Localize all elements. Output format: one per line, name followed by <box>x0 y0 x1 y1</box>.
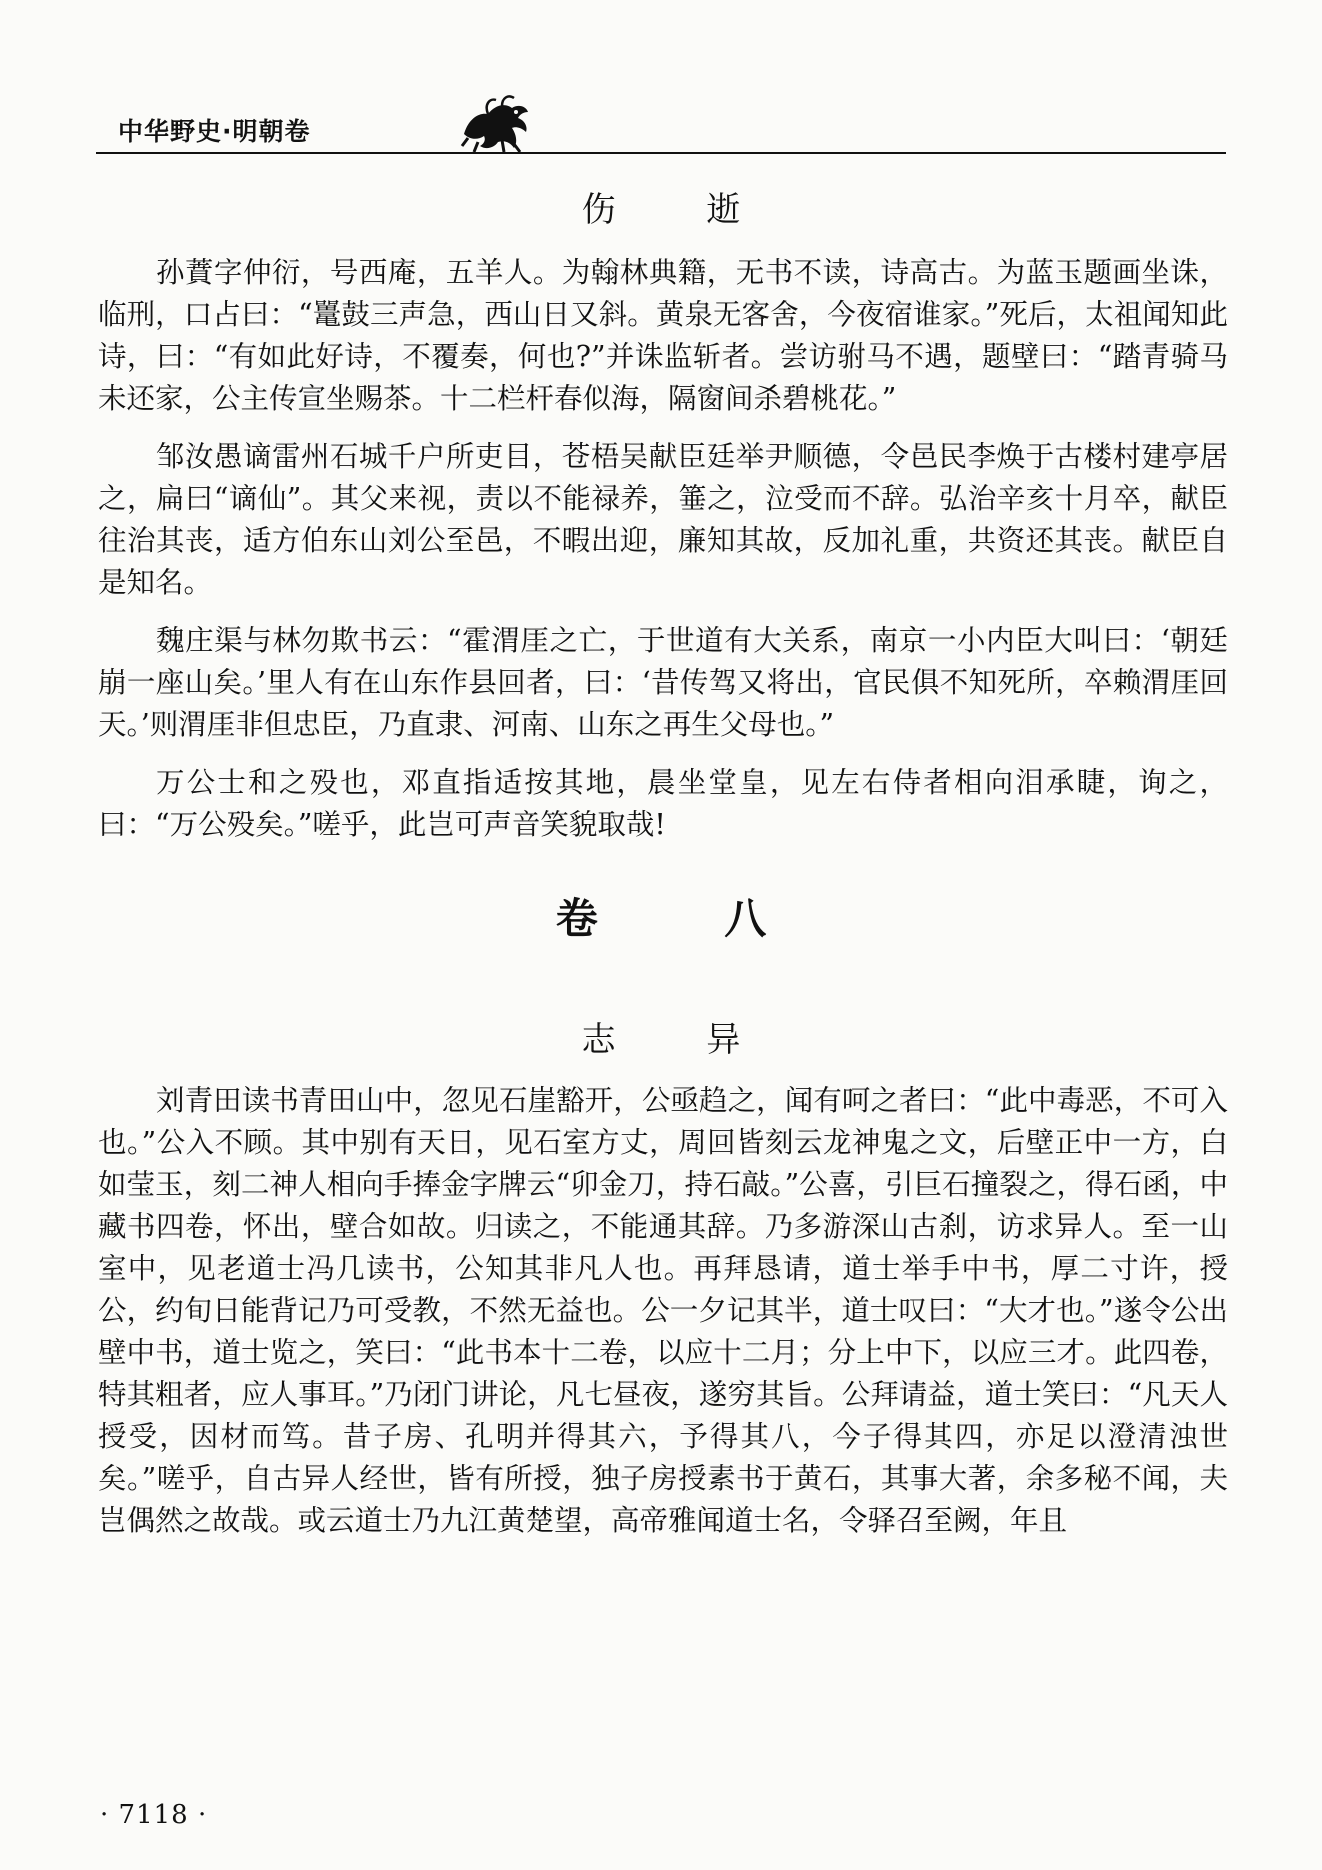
header-title: 中华野史·明朝卷 <box>118 117 311 146</box>
paragraph: 刘青田读书青田山中，忽见石崖豁开，公亟趋之，闻有呵之者曰：“此中毒恶，不可入也。”公入不顾。其中别有天日，见石室方丈，周回皆刻云龙神鬼之文，后壁正中一方，白如莹玉，刻二神人相向手捧金字牌云“卯金刀，持石敲。”公喜，引巨石撞裂之，得石函，中藏书四卷，怀出，壁合如故。归读之，不能通其辞。乃多游深山古刹，访求异人。至一山室中，见老道士冯几读书，公知其非凡人也。再拜恳请，道士举手中书，厚二寸许，授公，约旬日能背记乃可受教，不然无益也。公一夕记其半，道士叹曰：“大才也。”遂令公出壁中书，道士览之，笑曰：“此书本十二卷，以应十二月；分上中下，以应三才。此四卷，特其粗者，应人事耳。”乃闭门讲论，凡七昼夜，遂穷其旨。公拜请益，道士笑曰：“凡天人授受，因材而笃。昔子房、孔明并得其六，予得其八，今子得其四，亦足以澄清浊世矣。”嗟乎，自古异人经世，皆有所授，独子房授素书于黄石，其事大著，余多秘不闻，夫岂偶然之故哉。或云道士乃九江黄楚望，高帝雅闻道士名，令驿召至阙，年且 <box>98 1084 1228 1537</box>
section-title: 志 异 <box>581 1020 781 1060</box>
paragraph: 魏庄渠与林勿欺书云：“霍渭厓之亡，于世道有大关系，南京一小内臣大叫曰：‘朝廷崩一座山矣。’里人有在山东作县回者，曰：‘昔传驾又将出，官民俱不知死所，卒赖渭厓回天。’则渭厓非但忠臣，乃直隶、河南、山东之再生父母也。” <box>98 624 1228 741</box>
paragraph: 孙蕡字仲衍，号西庵，五羊人。为翰林典籍，无书不读，诗高古。为蓝玉题画坐诛，临刑，口占曰：“鼍鼓三声急，西山日又斜。黄泉无客舍，今夜宿谁家。”死后，太祖闻知此诗，曰：“有如此好诗，不覆奏，何也?”并诛监斩者。尝访驸马不遇，题壁曰：“踏青骑马未还家，公主传宣坐赐茶。十二栏杆春似海，隔窗间杀碧桃花。” <box>98 256 1228 415</box>
page-number: · 7118 · <box>100 1800 208 1830</box>
section-title: 伤 逝 <box>581 190 781 230</box>
dragon-icon <box>458 94 538 154</box>
chapter-title: 卷 八 <box>555 894 823 943</box>
running-header <box>96 84 1226 154</box>
header-rule <box>96 152 1226 154</box>
paragraph: 邹汝愚谪雷州石城千户所吏目，苍梧吴献臣廷举尹顺德，令邑民李焕于古楼村建亭居之，扁曰“谪仙”。其父来视，责以不能禄养，箠之，泣受而不辞。弘治辛亥十月卒，献臣往治其丧，适方伯东山刘公至邑，不暇出迎，廉知其故，反加礼重，共资还其丧。献臣自是知名。 <box>98 440 1228 599</box>
paragraph: 万公士和之殁也，邓直指适按其地，晨坐堂皇，见左右侍者相向泪承睫，询之，曰：“万公殁矣。”嗟乎，此岂可声音笑貌取哉! <box>98 766 1228 841</box>
